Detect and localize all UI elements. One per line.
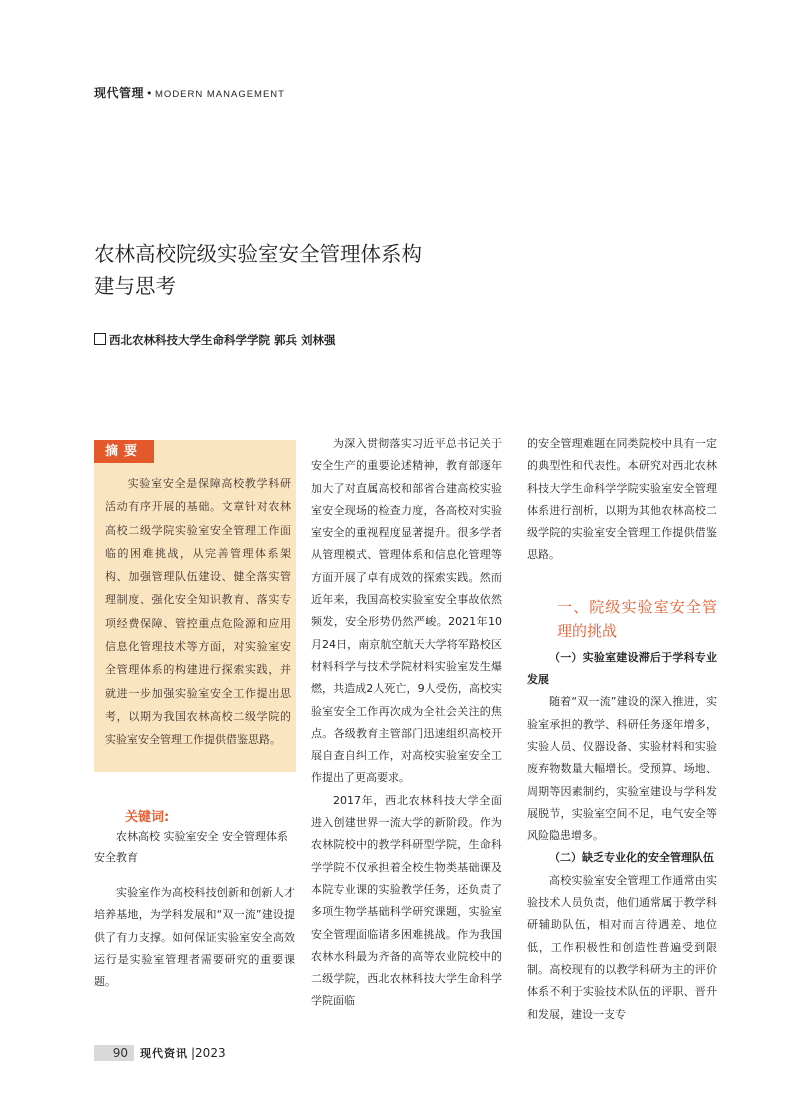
col1-paragraph: 实验室作为高校科技创新和创新人才培养基地，为学科发展和“双一流”建设提供了有力支撑。如何保证实验室安全高效运行是实验室管理者需要研究的重要课题。	[94, 886, 295, 989]
abstract-box	[94, 440, 296, 772]
article-title	[94, 238, 422, 302]
title-line-1: 农林高校院级实验室安全管理体系构	[94, 242, 422, 266]
col2-paragraph-2: 2017年，西北农林科技大学全面进入创建世界一流大学的新阶段。作为农林院校中的教学科研型学院，生命科学学院不仅承担着全校生物类基础课及本院专业课的实验教学任务，还负责了多项生物学基础科学研究课题，实验室安全管理面临诸多困难挑战。作为我国农林水科最为齐备的高等农业院校中的二级学院，西北农林科技大学生命科学学院面临	[311, 793, 502, 1008]
footer-year: |2023	[191, 1046, 226, 1060]
authors-text: 西北农林科技大学生命科学学院 郭兵 刘林强	[109, 333, 336, 347]
subsection-heading-2: （二）缺乏专业化的安全管理队伍	[549, 851, 714, 865]
year-value: 2023	[195, 1046, 226, 1060]
abstract-text	[105, 472, 291, 752]
page-number: 90	[94, 1045, 134, 1061]
author-line	[94, 332, 336, 348]
column-1-body	[94, 882, 295, 993]
col2-paragraph-1: 为深入贯彻落实习近平总书记关于安全生产的重要论述精神，教育部逐年加大了对直属高校和部省合建高校实验室安全现场的检查力度，各高校对实验室安全的重视程度显著提升。很多学者从管理模式、管理体系和信息化管理等方面开展了卓有成效的探索实践。然而近年来，我国高校实验室安全事故依然频发，安全形势仍然严峻。2021年10月24日，南京航空航天大学将军路校区材料科学与技术学院材料实验室发生爆燃，共造成2人死亡，9人受伤，高校实验室安全工作再次成为全社会关注的焦点。各级教育主管部门迅速组织高校开展自查自纠工作，对高校实验室安全工作提出了更高要求。	[311, 437, 502, 785]
subsection-heading-1: （一）实验室建设滞后于学科专业发展	[527, 650, 717, 687]
header-section-cn: 现代管理	[94, 86, 145, 100]
col3-paragraph-1: 的安全管理难题在同类院校中具有一定的典型性和代表性。本研究对西北农林科技大学生命科学学院实验室安全管理体系进行剖析，以期为其他农林高校二级学院的实验室安全管理工作提供借鉴思路。	[527, 437, 717, 562]
keywords-text	[94, 826, 294, 868]
header-section-en: MODERN MANAGEMENT	[155, 89, 285, 100]
abstract-tag: 摘要	[94, 440, 154, 463]
col3-paragraph-2: 随着“双一流”建设的深入推进，实验室承担的教学、科研任务逐年增多，实验人员、仪器设备、实验材料和实验废弃物数量大幅增长。受预算、场地、周期等因素制约，实验室建设与学科发展脱节，实验室空间不足，电气安全等风险隐患增多。	[527, 695, 717, 843]
header-dot: •	[146, 87, 154, 100]
keywords-title: 关键词:	[125, 810, 170, 825]
column-3	[527, 433, 717, 1026]
abstract-body: 实验室安全是保障高校教学科研活动有序开展的基础。文章针对农林高校二级学院实验室安全管理工作面临的困难挑战，从完善管理体系架构、加强管理队伍建设、健全落实管理制度、强化安全知识教育、落实专项经费保障、管控重点危险源和应用信息化管理技术等方面，对实验室安全管理体系的构建进行探索实践，并就进一步加强实验室安全工作提出思考，以期为我国农林高校二级学院的实验室安全管理工作提供借鉴思路。	[105, 477, 291, 747]
col3-paragraph-3: 高校实验室安全管理工作通常由实验技术人员负责，他们通常属于教学科研辅助队伍，相对而言待遇差、地位低，工作积极性和创造性普遍受到限制。高校现有的以教学科研为主的评价体系不利于实验技术队伍的评职、晋升和发展，建设一支专	[527, 873, 717, 1021]
running-header	[94, 84, 285, 101]
keywords-list: 农林高校 实验室安全 安全管理体系 安全教育	[94, 830, 288, 864]
column-2	[311, 433, 502, 1013]
magazine-name: 现代资讯	[140, 1047, 188, 1060]
section-heading-1: 一、院级实验室安全管理的挑战	[557, 597, 717, 640]
square-bullet-icon	[94, 333, 106, 345]
title-line-2: 建与思考	[94, 274, 176, 298]
page-footer	[94, 1045, 226, 1061]
